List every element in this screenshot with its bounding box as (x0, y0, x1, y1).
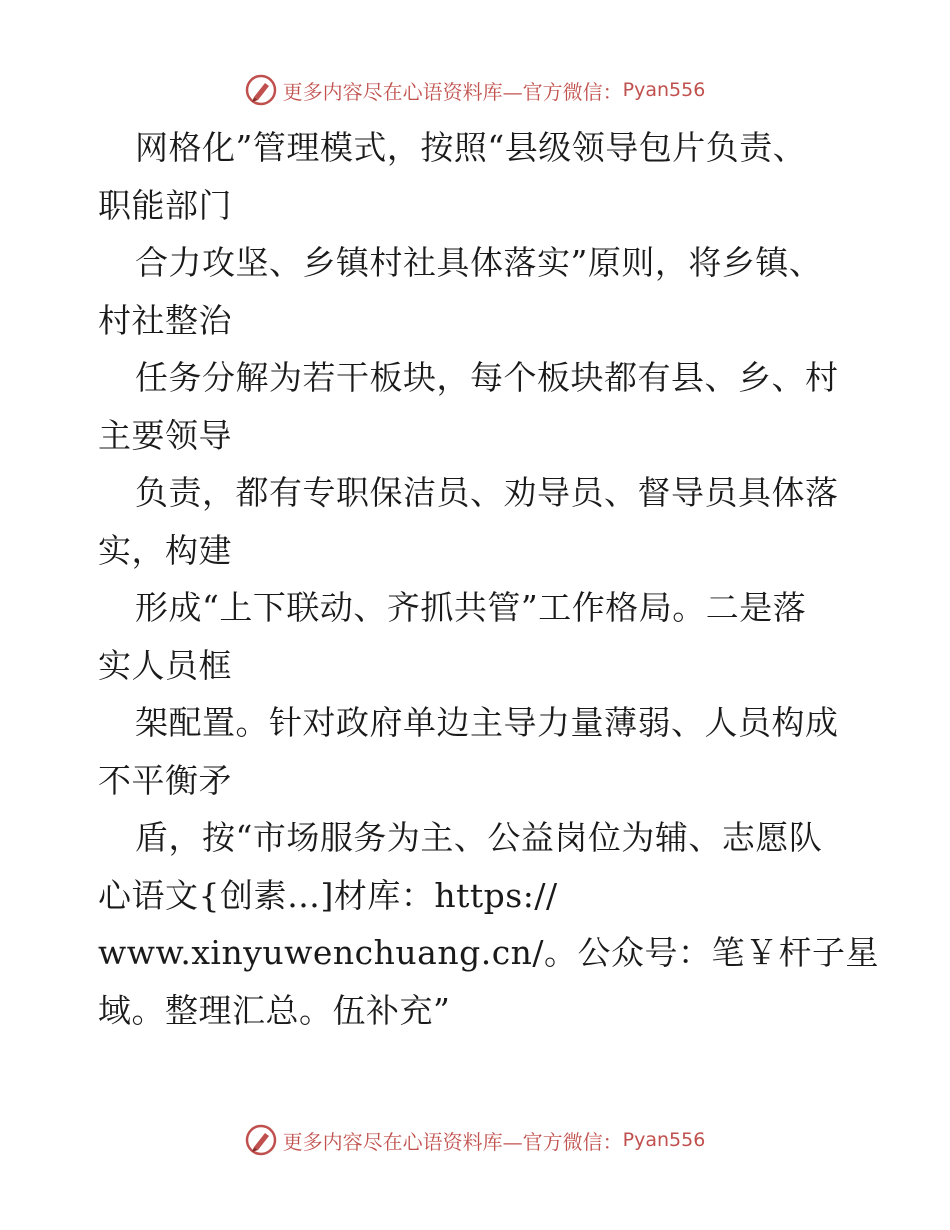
footer-banner-text: 更多内容尽在心语资料库—官方微信： (282, 1129, 623, 1154)
body-line: 负责，都有专职保洁员、劝导员、督导员具体落 (135, 473, 839, 512)
body-line: 形成“上下联动、齐抓共管”工作格局。二是落 (135, 588, 807, 627)
body-line: 不平衡矛 (98, 760, 232, 800)
body-line: 主要领导 (98, 415, 232, 455)
body-line: www.xinyuwenchuang.cn/。公众号：笔￥杆子星 (98, 933, 880, 972)
body-line: 合力攻坚、乡镇村社具体落实”原则，将乡镇、 (135, 243, 823, 282)
pen-logo-icon (245, 74, 277, 106)
body-line: 域。整理汇总。伍补充” (98, 990, 451, 1030)
header-banner-wechat-id: Pyan556 (622, 79, 706, 101)
body-line: 任务分解为若干板块，每个板块都有县、乡、村 (135, 358, 839, 397)
body-line: 架配置。针对政府单边主导力量薄弱、人员构成 (135, 703, 839, 742)
body-line: 职能部门 (98, 185, 232, 225)
footer-banner (0, 1120, 950, 1160)
pen-logo-icon (245, 1124, 277, 1156)
body-line: 盾，按“市场服务为主、公益岗位为辅、志愿队 (135, 818, 823, 857)
header-banner (0, 70, 950, 110)
document-body (98, 119, 898, 1039)
footer-banner-wechat-id: Pyan556 (622, 1129, 706, 1151)
header-banner-text: 更多内容尽在心语资料库—官方微信： (282, 79, 623, 104)
body-line: 村社整治 (98, 300, 232, 340)
body-line: 实人员框 (98, 645, 232, 685)
body-line: 心语文{创素…]材库：https:// (98, 875, 558, 915)
body-line: 网格化”管理模式，按照“县级领导包片负责、 (135, 128, 807, 167)
body-line: 实，构建 (98, 530, 232, 570)
